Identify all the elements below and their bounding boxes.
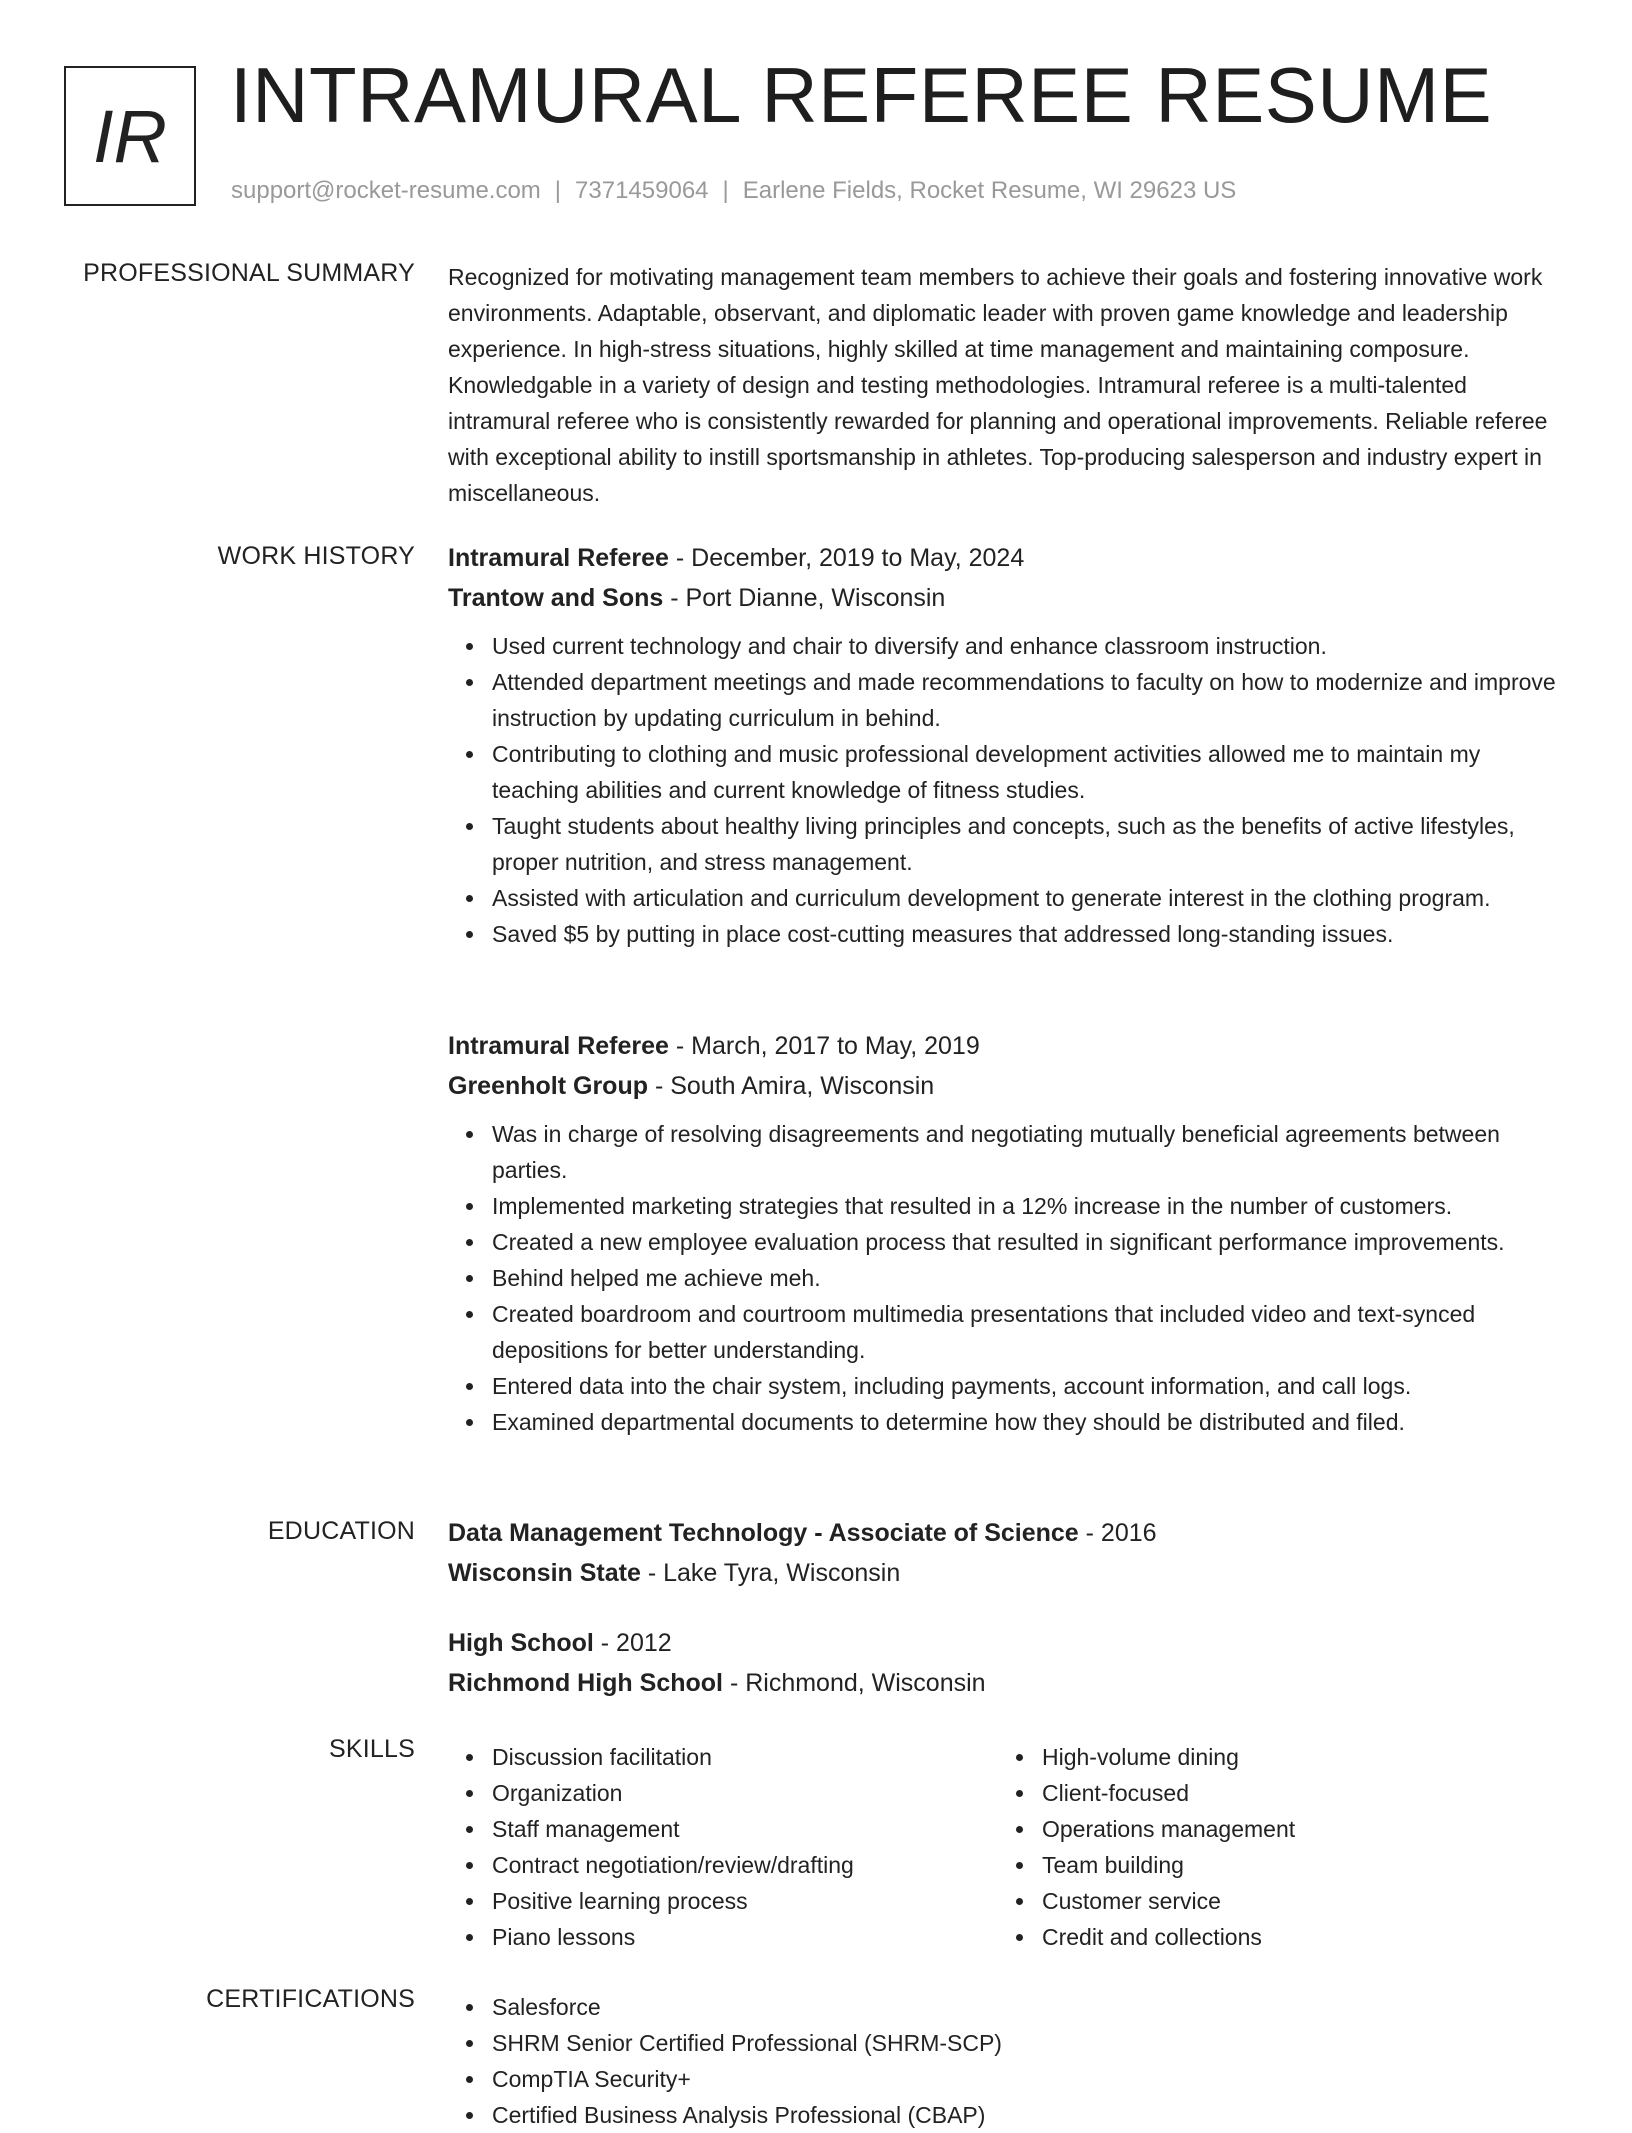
list-item: Taught students about healthy living principles and concepts, such as the benefits of active lifestyles, proper nutrition, and stress management. bbox=[492, 808, 1568, 880]
list-item: Behind helped me achieve meh. bbox=[492, 1260, 1568, 1296]
section-label-work-history: WORK HISTORY bbox=[217, 542, 415, 570]
monogram-logo: IR bbox=[64, 66, 196, 206]
skill-item: Staff management bbox=[492, 1811, 854, 1847]
certification-item: Certified Business Analysis Professional (CBAP) bbox=[492, 2097, 1568, 2133]
work-history-job-2 bbox=[448, 1026, 1568, 1440]
degree-year: - 2012 bbox=[593, 1629, 672, 1657]
employer-name: Trantow and Sons bbox=[448, 584, 664, 612]
summary-text: Recognized for motivating management team members to achieve their goals and fostering innovative work environments. Adaptable, observant, and diplomatic leader with proven game knowledge and leadership experience. In high-stress situations, highly skilled at time management and maintaining composure. Knowledgable in a variety of design and testing methodologies. Intramural referee is a multi-talented intramural referee who is consistently rewarded for planning and operational improvements. Reliable referee with exceptional ability to instill sportsmanship in athletes. Top-producing salesperson and industry expert in miscellaneous. bbox=[448, 264, 1548, 506]
employer-line bbox=[448, 578, 1568, 618]
skill-item: Contract negotiation/review/drafting bbox=[492, 1847, 854, 1883]
skills-list-left bbox=[448, 1739, 854, 1955]
school-line bbox=[448, 1553, 1568, 1593]
employer-name: Greenholt Group bbox=[448, 1072, 648, 1100]
list-item: Entered data into the chair system, including payments, account information, and call logs. bbox=[492, 1368, 1568, 1404]
certifications-list bbox=[448, 1989, 1568, 2133]
skill-item: Customer service bbox=[1042, 1883, 1295, 1919]
skill-item: Discussion facilitation bbox=[492, 1739, 854, 1775]
school-location: - Richmond, Wisconsin bbox=[723, 1669, 986, 1697]
list-item: Contributing to clothing and music professional development activities allowed me to maintain my teaching abilities and current knowledge of fitness studies. bbox=[492, 736, 1568, 808]
degree-year: - 2016 bbox=[1078, 1519, 1157, 1547]
contact-phone: 7371459064 bbox=[575, 177, 709, 204]
section-label-education: EDUCATION bbox=[267, 1517, 415, 1545]
list-item: Attended department meetings and made recommendations to faculty on how to modernize and improve instruction by updating curriculum in behind. bbox=[492, 664, 1568, 736]
contact-separator: | bbox=[722, 177, 729, 204]
skills-column-left bbox=[448, 1739, 854, 1955]
list-item: Implemented marketing strategies that resulted in a 12% increase in the number of customers. bbox=[492, 1188, 1568, 1224]
skill-item: High-volume dining bbox=[1042, 1739, 1295, 1775]
skills-column-right bbox=[998, 1739, 1295, 1955]
school-name: Richmond High School bbox=[448, 1669, 723, 1697]
section-label-summary: PROFESSIONAL SUMMARY bbox=[83, 259, 415, 287]
employer-location: - South Amira, Wisconsin bbox=[648, 1072, 935, 1100]
degree-line bbox=[448, 1513, 1568, 1553]
skills-list-right bbox=[998, 1739, 1295, 1955]
job-bullets bbox=[448, 628, 1568, 952]
contact-address: Earlene Fields, Rocket Resume, WI 29623 US bbox=[742, 177, 1237, 204]
job-title-line bbox=[448, 1026, 1568, 1066]
list-item: Created boardroom and courtroom multimedia presentations that included video and text-synced depositions for better understanding. bbox=[492, 1296, 1568, 1368]
list-item: Examined departmental documents to determine how they should be distributed and filed. bbox=[492, 1404, 1568, 1440]
work-history-job-1 bbox=[448, 538, 1568, 952]
job-dates: - December, 2019 to May, 2024 bbox=[668, 544, 1025, 572]
employer-line bbox=[448, 1066, 1568, 1106]
school-line bbox=[448, 1663, 1568, 1703]
job-dates: - March, 2017 to May, 2019 bbox=[668, 1032, 980, 1060]
list-item: Created a new employee evaluation process that resulted in significant performance improvements. bbox=[492, 1224, 1568, 1260]
school-name: Wisconsin State bbox=[448, 1559, 641, 1587]
certification-item: Salesforce bbox=[492, 1989, 1568, 2025]
degree-name: Data Management Technology - Associate of Science bbox=[448, 1519, 1079, 1547]
skill-item: Credit and collections bbox=[1042, 1919, 1295, 1955]
section-label-certifications: CERTIFICATIONS bbox=[206, 1985, 415, 2013]
certifications-section bbox=[448, 1989, 1568, 2133]
section-label-skills: SKILLS bbox=[329, 1735, 415, 1763]
skills-section bbox=[448, 1739, 1568, 1969]
skill-item: Operations management bbox=[1042, 1811, 1295, 1847]
degree-line bbox=[448, 1623, 1568, 1663]
certification-item: SHRM Senior Certified Professional (SHRM-SCP) bbox=[492, 2025, 1568, 2061]
skill-item: Piano lessons bbox=[492, 1919, 854, 1955]
job-title-line bbox=[448, 538, 1568, 578]
list-item: Was in charge of resolving disagreements and negotiating mutually beneficial agreements between parties. bbox=[492, 1116, 1568, 1188]
skill-item: Client-focused bbox=[1042, 1775, 1295, 1811]
job-title: Intramural Referee bbox=[448, 1032, 669, 1060]
degree-name: High School bbox=[448, 1629, 594, 1657]
education-entry-1 bbox=[448, 1513, 1568, 1593]
job-bullets bbox=[448, 1116, 1568, 1440]
contact-email: support@rocket-resume.com bbox=[231, 177, 541, 204]
list-item: Assisted with articulation and curriculum development to generate interest in the clothing program. bbox=[492, 880, 1568, 916]
employer-location: - Port Dianne, Wisconsin bbox=[663, 584, 946, 612]
skill-item: Positive learning process bbox=[492, 1883, 854, 1919]
certification-item: CompTIA Security+ bbox=[492, 2061, 1568, 2097]
skill-item: Team building bbox=[1042, 1847, 1295, 1883]
summary-section bbox=[448, 259, 1568, 511]
contact-separator: | bbox=[554, 177, 562, 204]
resume-title: INTRAMURAL REFEREE RESUME bbox=[230, 51, 1493, 139]
list-item: Used current technology and chair to diversify and enhance classroom instruction. bbox=[492, 628, 1568, 664]
contact-line bbox=[231, 177, 1236, 205]
skill-item: Organization bbox=[492, 1775, 854, 1811]
job-title: Intramural Referee bbox=[448, 544, 669, 572]
education-entry-2 bbox=[448, 1623, 1568, 1703]
list-item: Saved $5 by putting in place cost-cutting measures that addressed long-standing issues. bbox=[492, 916, 1568, 952]
school-location: - Lake Tyra, Wisconsin bbox=[640, 1559, 901, 1587]
